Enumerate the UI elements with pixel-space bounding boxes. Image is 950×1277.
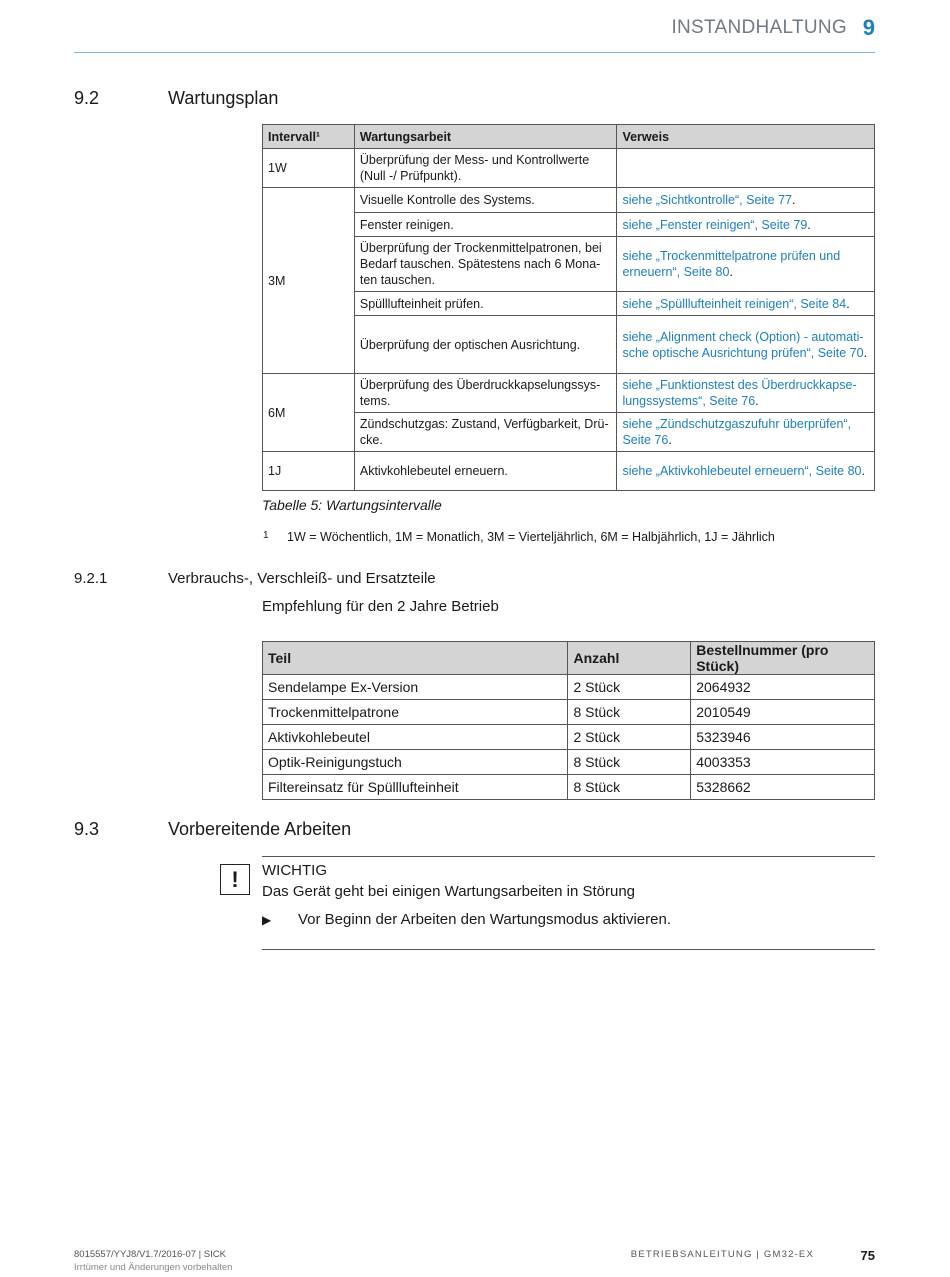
reference-link[interactable]: siehe „Funktionstest des Überdruckkapse-lungssystems“, Seite 76 bbox=[622, 378, 857, 408]
task-cell: Überprüfung der Trockenmittelpatronen, bei Bedarf tauschen. Spätestens nach 6 Mona-ten tauschen. bbox=[354, 237, 617, 292]
table-header-row bbox=[263, 125, 875, 149]
order-number-cell: 5323946 bbox=[691, 725, 875, 750]
note-step: Vor Beginn der Arbeiten den Wartungsmodus aktivieren. bbox=[298, 911, 671, 928]
note-label: WICHTIG bbox=[262, 862, 327, 879]
table-row bbox=[263, 675, 875, 700]
order-number-cell: 4003353 bbox=[691, 750, 875, 775]
task-cell: Fenster reinigen. bbox=[354, 213, 617, 237]
reference-cell bbox=[617, 237, 875, 292]
part-cell: Trockenmittelpatrone bbox=[263, 700, 568, 725]
table-header-row bbox=[263, 642, 875, 675]
quantity-cell: 8 Stück bbox=[568, 750, 691, 775]
interval-cell: 1W bbox=[263, 149, 355, 188]
section-number: 9.2 bbox=[74, 88, 100, 108]
note-bottom-rule bbox=[262, 949, 875, 950]
quantity-cell: 2 Stück bbox=[568, 675, 691, 700]
part-cell: Filtereinsatz für Spülllufteinheit bbox=[263, 775, 568, 800]
note-heading: Das Gerät geht bei einigen Wartungsarbeiten in Störung bbox=[262, 883, 636, 900]
part-cell: Optik-Reinigungstuch bbox=[263, 750, 568, 775]
reference-period: . bbox=[791, 193, 796, 207]
table-row bbox=[263, 452, 875, 491]
table-row bbox=[263, 775, 875, 800]
reference-cell bbox=[617, 292, 875, 316]
table-row bbox=[263, 213, 875, 237]
column-header-reference: Verweis bbox=[617, 125, 875, 149]
subsection-title: Verbrauchs-, Verschleiß- und Ersatzteile bbox=[168, 570, 436, 587]
column-header-part: Teil bbox=[263, 642, 568, 675]
interval-cell: 3M bbox=[263, 188, 355, 374]
interval-cell: 1J bbox=[263, 452, 355, 491]
header-divider bbox=[74, 52, 875, 53]
reference-cell bbox=[617, 316, 875, 374]
table-row bbox=[263, 237, 875, 292]
part-cell: Sendelampe Ex-Version bbox=[263, 675, 568, 700]
table-row bbox=[263, 413, 875, 452]
disclaimer: Irrtümer und Änderungen vorbehalten bbox=[74, 1262, 233, 1273]
maintenance-table bbox=[262, 124, 875, 491]
reference-cell bbox=[617, 213, 875, 237]
document-id: 8015557/YYJ8/V1.7/2016-07 | SICK bbox=[74, 1249, 226, 1260]
reference-link[interactable]: siehe „Alignment check (Option) - automati-sche optische Ausrichtung prüfen“, Seite 70 bbox=[622, 329, 864, 360]
section-title: Vorbereitende Arbeiten bbox=[168, 819, 352, 839]
bullet-triangle-icon: ▶ bbox=[262, 913, 272, 927]
page-number: 75 bbox=[860, 1248, 875, 1263]
running-header-title: INSTANDHALTUNG bbox=[671, 17, 847, 38]
task-cell: Visuelle Kontrolle des Systems. bbox=[354, 188, 617, 213]
order-number-cell: 2010549 bbox=[691, 700, 875, 725]
table-row bbox=[263, 188, 875, 213]
interval-cell: 6M bbox=[263, 374, 355, 452]
reference-period: . bbox=[846, 296, 850, 311]
table-caption: Tabelle 5: Wartungsintervalle bbox=[262, 497, 442, 513]
reference-period: . bbox=[863, 345, 868, 360]
reference-cell bbox=[617, 374, 875, 413]
reference-link[interactable]: siehe „Zündschutzgaszufuhr überprüfen“, Seite 76 bbox=[622, 417, 852, 447]
table-row bbox=[263, 750, 875, 775]
reference-period: . bbox=[729, 265, 733, 279]
task-cell: Aktivkohlebeutel erneuern. bbox=[354, 452, 617, 491]
reference-link[interactable]: siehe „Spülllufteinheit reinigen“, Seite 84 bbox=[622, 296, 847, 311]
column-header-task: Wartungsarbeit bbox=[354, 125, 617, 149]
table-row bbox=[263, 316, 875, 374]
task-cell: Überprüfung der Mess- und Kontrollwerte (Null -/ Prüfpunkt). bbox=[354, 149, 617, 188]
recommendation-heading: Empfehlung für den 2 Jahre Betrieb bbox=[262, 598, 499, 615]
reference-cell bbox=[617, 149, 875, 188]
table-row bbox=[263, 374, 875, 413]
task-cell: Überprüfung der optischen Ausrichtung. bbox=[354, 316, 617, 374]
column-header-order-number: Bestellnummer (pro Stück) bbox=[691, 642, 875, 675]
table-row bbox=[263, 149, 875, 188]
reference-link[interactable]: siehe „Trockenmittelpatrone prüfen und erneuern“, Seite 80 bbox=[622, 249, 841, 279]
footnote-marker: 1 bbox=[263, 530, 269, 541]
reference-cell bbox=[617, 188, 875, 213]
warning-icon: ! bbox=[220, 864, 250, 895]
reference-cell bbox=[617, 413, 875, 452]
manual-title: BETRIEBSANLEITUNG | GM32-EX bbox=[630, 1249, 814, 1260]
reference-link[interactable]: siehe „Sichtkontrolle“, Seite 77 bbox=[622, 193, 792, 207]
order-number-cell: 2064932 bbox=[691, 675, 875, 700]
task-cell: Zündschutzgas: Zustand, Verfügbarkeit, Drü-cke. bbox=[354, 413, 617, 452]
spare-parts-table bbox=[262, 641, 875, 800]
quantity-cell: 2 Stück bbox=[568, 725, 691, 750]
reference-period: . bbox=[668, 433, 672, 447]
reference-link[interactable]: siehe „Aktivkohlebeutel erneuern“, Seite 80 bbox=[622, 464, 862, 478]
note-top-rule bbox=[262, 856, 875, 857]
task-cell: Überprüfung des Überdruckkapselungssys-tems. bbox=[354, 374, 617, 413]
chapter-number: 9 bbox=[862, 15, 875, 40]
quantity-cell: 8 Stück bbox=[568, 775, 691, 800]
order-number-cell: 5328662 bbox=[691, 775, 875, 800]
table-row bbox=[263, 700, 875, 725]
task-cell: Spülllufteinheit prüfen. bbox=[354, 292, 617, 316]
section-title: Wartungsplan bbox=[168, 88, 279, 108]
footnote-text: 1W = Wöchentlich, 1M = Monatlich, 3M = Vierteljährlich, 6M = Halbjährlich, 1J = Jährlich bbox=[287, 530, 775, 544]
part-cell: Aktivkohlebeutel bbox=[263, 725, 568, 750]
column-header-quantity: Anzahl bbox=[568, 642, 691, 675]
reference-cell bbox=[617, 452, 875, 491]
reference-period: . bbox=[807, 217, 811, 232]
reference-period: . bbox=[755, 394, 759, 408]
table-row bbox=[263, 725, 875, 750]
column-header-interval: Intervall¹ bbox=[263, 125, 355, 149]
quantity-cell: 8 Stück bbox=[568, 700, 691, 725]
reference-link[interactable]: siehe „Fenster reinigen“, Seite 79 bbox=[622, 217, 808, 232]
subsection-number: 9.2.1 bbox=[74, 570, 108, 587]
reference-period: . bbox=[861, 464, 865, 478]
table-row bbox=[263, 292, 875, 316]
section-number: 9.3 bbox=[74, 819, 100, 839]
